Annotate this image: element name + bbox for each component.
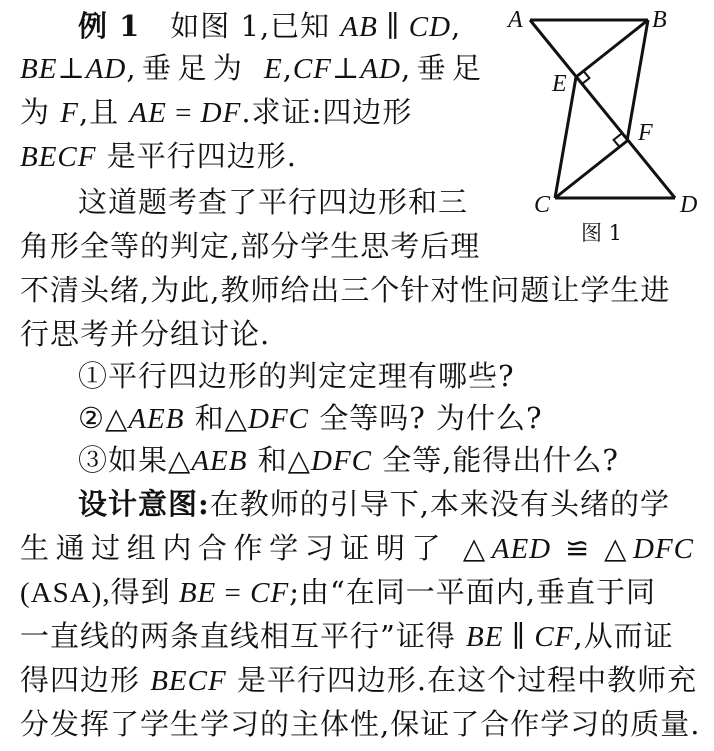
question-3: ③如果△AEB 和△DFC 全等,能得出什么? (78, 443, 619, 477)
problem-line-1: 例 1 如图 1,已知 AB ∥ CD, (78, 9, 462, 43)
question-2: ②△AEB 和△DFC 全等吗? 为什么? (78, 401, 543, 435)
design-line-4: 一直线的两条直线相互平行”证得 BE ∥ CF,从而证 (20, 619, 674, 653)
label-f: F (638, 120, 653, 146)
analysis-line-4: 行思考并分组讨论. (20, 317, 271, 351)
design-line-2: 生通过组内合作学习证明了 △AED ≌ △DFC (20, 531, 694, 565)
problem-line-2: BE⊥AD,垂足为 E,CF⊥AD,垂足 (20, 51, 483, 85)
segment-ad (530, 20, 675, 198)
segment-be (576, 20, 648, 77)
analysis-line-3: 不清头绪,为此,教师给出三个针对性问题让学生进 (20, 273, 671, 307)
geometry-figure (500, 0, 714, 250)
question-1: ①平行四边形的判定定理有哪些? (78, 359, 515, 393)
segment-cf (555, 141, 627, 198)
label-c: C (534, 192, 551, 218)
design-label: 设计意图: (78, 487, 210, 521)
problem-line-4: BECF 是平行四边形. (20, 139, 297, 173)
design-line-1: 设计意图:在教师的引导下,本来没有头绪的学 (78, 487, 670, 521)
label-b: B (652, 7, 667, 33)
label-a: A (508, 7, 523, 33)
figure-caption: 图 1 (581, 221, 623, 245)
label-d: D (680, 192, 698, 218)
label-e: E (552, 71, 567, 97)
design-line-5: 得四边形 BECF 是平行四边形.在这个过程中教师充 (20, 663, 698, 697)
analysis-line-1: 这道题考查了平行四边形和三 (78, 185, 469, 219)
example-label: 例 1 (78, 9, 141, 43)
analysis-line-2: 角形全等的判定,部分学生思考后理 (20, 229, 481, 263)
design-line-6: 分发挥了学生学习的主体性,保证了合作学习的质量. (20, 707, 701, 741)
design-line-3: (ASA),得到 BE = CF;由“在同一平面内,垂直于同 (20, 575, 657, 609)
problem-line-3: 为 F,且 AE = DF.求证:四边形 (20, 95, 413, 129)
figure-svg (500, 0, 714, 250)
